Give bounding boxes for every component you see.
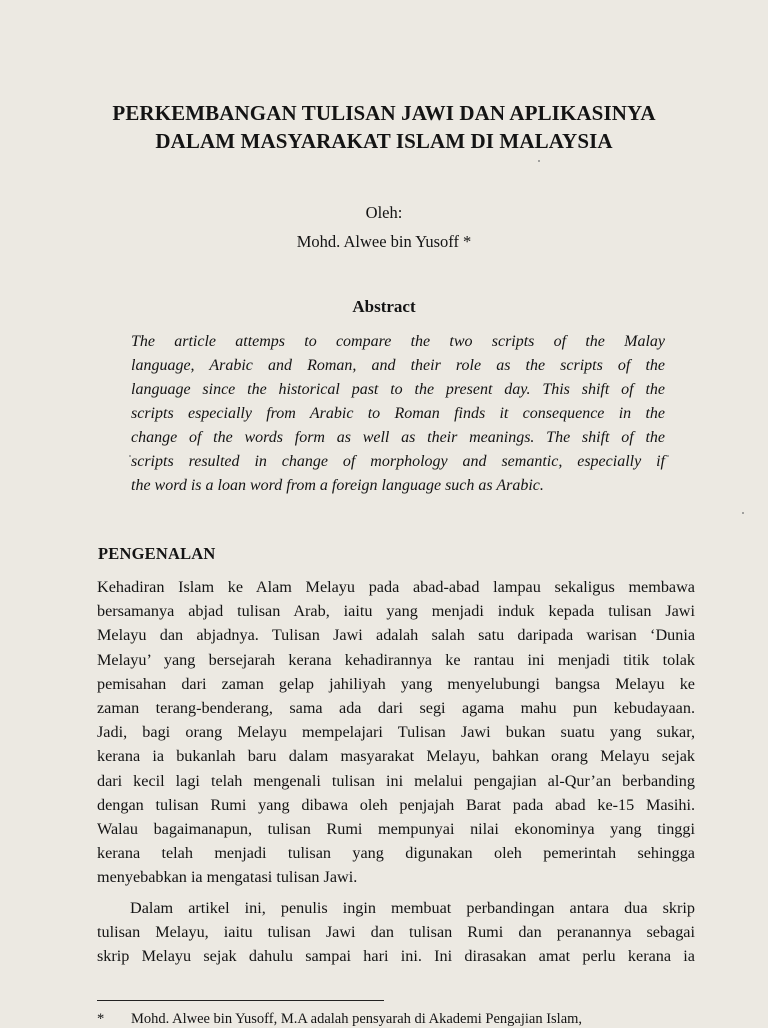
body-line: kerana telah menjadi tulisan yang digunakan oleh pemerintah sehingga: [97, 844, 695, 863]
body-line: tulisan Melayu, iaitu tulisan Jawi dan tulisan Rumi dan peranannya sebagai: [97, 923, 695, 942]
scan-speck: [129, 455, 131, 457]
body-line: menyebabkan ia mengatasi tulisan Jawi.: [97, 868, 358, 887]
abstract-body: [131, 330, 665, 498]
abstract-line: the word is a loan word from a foreign language such as Arabic.: [131, 477, 544, 494]
abstract-line: scripts resulted in change of morphology and semantic, especially if: [131, 453, 665, 470]
body-line: zaman terang-benderang, sama ada dari segi agama mahu pun kebudayaan.: [97, 698, 695, 717]
scan-speck: [667, 455, 669, 457]
abstract-line: language since the historical past to the present day. This shift of the: [131, 381, 665, 398]
scan-speck: [742, 512, 744, 514]
scan-speck: [538, 160, 540, 162]
paper-title-line-1: PERKEMBANGAN TULISAN JAWI DAN APLIKASINYA: [112, 101, 656, 125]
body-line: dengan tulisan Rumi yang dibawa oleh penjajah Barat pada abad ke-15 Masihi.: [97, 795, 695, 814]
body-line: Jadi, bagi orang Melayu mempelajari Tulisan Jawi bukan suatu yang sukar,: [97, 723, 695, 742]
abstract-line: language, Arabic and Roman, and their role as the scripts of the: [131, 357, 665, 374]
abstract-line: The article attemps to compare the two scripts of the Malay: [131, 333, 665, 350]
footnote: [97, 1010, 707, 1028]
body-line: skrip Melayu sejak dahulu sampai hari ini. Ini dirasakan amat perlu kerana ia: [97, 947, 695, 966]
abstract-heading: Abstract: [352, 297, 416, 316]
section-heading: PENGENALAN: [98, 544, 216, 563]
body-line: bersamanya abjad tulisan Arab, iaitu yang menjadi induk kepada tulisan Jawi: [97, 602, 695, 621]
footnote-text: Mohd. Alwee bin Yusoff, M.A adalah pensyarah di Akademi Pengajian Islam,: [131, 1011, 583, 1027]
body-line: kerana ia bukanlah baru dalam masyarakat Melayu, bahkan orang Melayu sejak: [97, 747, 695, 766]
body-line: dari kecil lagi telah mengenali tulisan ini melalui pengajian al-Qur’an berbanding: [97, 771, 695, 790]
body-paragraph-2: [97, 896, 695, 969]
footnote-rule: [97, 1000, 384, 1001]
body-line: Kehadiran Islam ke Alam Melayu pada abad-abad lampau sekaligus membawa: [97, 578, 695, 596]
body-line: pemisahan dari zaman gelap jahiliyah yang menyelubungi bangsa Melayu ke: [97, 674, 695, 693]
body-paragraph-1: [97, 575, 695, 889]
body-line: Melayu’ yang bersejarah kerana kehadirannya ke rantau ini menjadi titik tolak: [97, 650, 695, 669]
abstract-line: scripts especially from Arabic to Roman finds it consequence in the: [131, 405, 665, 422]
byline-label: Oleh:: [365, 203, 403, 222]
body-line: Melayu dan abjadnya. Tulisan Jawi adalah salah satu daripada warisan ‘Dunia: [97, 626, 695, 645]
body-line: Dalam artikel ini, penulis ingin membuat perbandingan antara dua skrip: [130, 899, 695, 917]
footnote-marker: *: [97, 1011, 105, 1027]
abstract-line: change of the words form as well as their meanings. The shift of the: [131, 429, 665, 446]
author-name: Mohd. Alwee bin Yusoff *: [296, 232, 472, 251]
body-line: Walau bagaimanapun, tulisan Rumi mempunyai nilai ekonominya yang tinggi: [97, 819, 695, 838]
paper-title-line-2: DALAM MASYARAKAT ISLAM DI MALAYSIA: [155, 129, 613, 153]
